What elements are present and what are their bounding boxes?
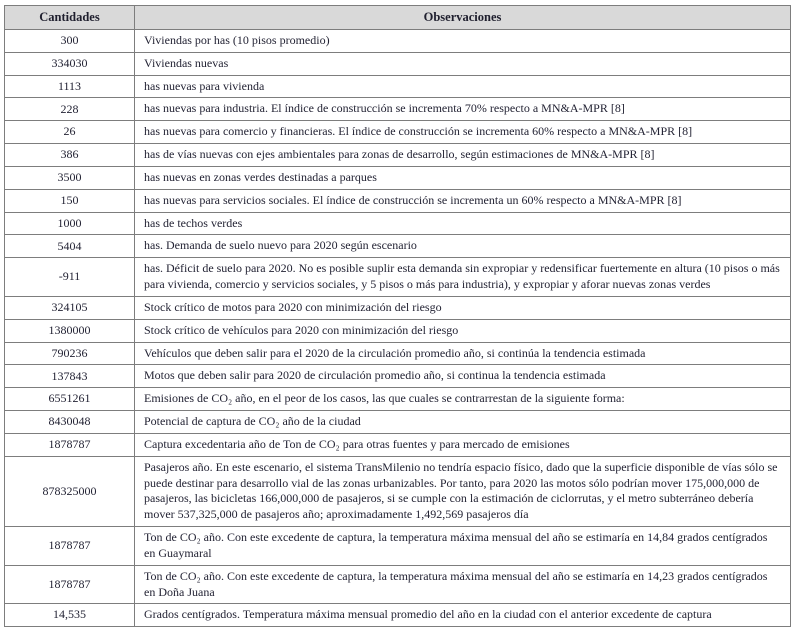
- observacion-cell: Stock crítico de vehículos para 2020 con minimización del riesgo: [135, 319, 791, 342]
- cantidad-cell: 878325000: [5, 456, 135, 526]
- scenario-results-table-container: [4, 5, 791, 627]
- table-row: [5, 456, 791, 526]
- table-row: [5, 30, 791, 53]
- table-row: [5, 319, 791, 342]
- column-header-cantidades: Cantidades: [5, 6, 135, 30]
- cantidad-cell: 26: [5, 121, 135, 144]
- table-header-row: [5, 6, 791, 30]
- cantidad-cell: 137843: [5, 365, 135, 388]
- cantidad-cell: 1113: [5, 75, 135, 98]
- observacion-cell: Potencial de captura de CO₂ año de la ciudad: [135, 411, 791, 434]
- column-header-observaciones: Observaciones: [135, 6, 791, 30]
- table-row: [5, 342, 791, 365]
- observacion-cell: has nuevas para industria. El índice de construcción se incrementa 70% respecto a MN&A-MPR [8]: [135, 98, 791, 121]
- cantidad-cell: 1000: [5, 212, 135, 235]
- cantidad-cell: 1380000: [5, 319, 135, 342]
- cantidad-cell: 14,535: [5, 604, 135, 627]
- cantidad-cell: 790236: [5, 342, 135, 365]
- observacion-cell: has. Demanda de suelo nuevo para 2020 según escenario: [135, 235, 791, 258]
- observacion-cell: Motos que deben salir para 2020 de circulación promedio año, si continua la tendencia estimada: [135, 365, 791, 388]
- cantidad-cell: 150: [5, 189, 135, 212]
- observacion-cell: has de techos verdes: [135, 212, 791, 235]
- table-row: [5, 365, 791, 388]
- observacion-cell: has. Déficit de suelo para 2020. No es posible suplir esta demanda sin expropiar y redensificar fuertemente en altura (10 pisos o más para vivienda, comercio y servicios sociales, y 5 pisos o más para industria), y expropiar y aforar nuevas zonas verdes: [135, 258, 791, 297]
- table-row: [5, 75, 791, 98]
- table-row: [5, 296, 791, 319]
- scenario-results-table: [4, 5, 791, 627]
- observacion-cell: Viviendas nuevas: [135, 52, 791, 75]
- observacion-cell: has nuevas para servicios sociales. El índice de construcción se incrementa un 60% respecto a MN&A-MPR [8]: [135, 189, 791, 212]
- observacion-cell: has de vías nuevas con ejes ambientales para zonas de desarrollo, según estimaciones de MN&A-MPR [8]: [135, 144, 791, 167]
- table-row: [5, 212, 791, 235]
- table-row: [5, 98, 791, 121]
- table-row: [5, 166, 791, 189]
- table-row: [5, 189, 791, 212]
- table-row: [5, 121, 791, 144]
- table-row: [5, 258, 791, 297]
- observacion-cell: Stock crítico de motos para 2020 con minimización del riesgo: [135, 296, 791, 319]
- table-row: [5, 144, 791, 167]
- table-row: [5, 433, 791, 456]
- cantidad-cell: 334030: [5, 52, 135, 75]
- cantidad-cell: 228: [5, 98, 135, 121]
- observacion-cell: Emisiones de CO₂ año, en el peor de los casos, las que cuales se contrarrestan de la siguiente forma:: [135, 388, 791, 411]
- cantidad-cell: 386: [5, 144, 135, 167]
- table-row: [5, 52, 791, 75]
- cantidad-cell: 1878787: [5, 433, 135, 456]
- observacion-cell: has nuevas para vivienda: [135, 75, 791, 98]
- cantidad-cell: 8430048: [5, 411, 135, 434]
- cantidad-cell: -911: [5, 258, 135, 297]
- table-row: [5, 565, 791, 604]
- table-body: [5, 30, 791, 627]
- observacion-cell: Viviendas por has (10 pisos promedio): [135, 30, 791, 53]
- table-row: [5, 235, 791, 258]
- table-row: [5, 527, 791, 566]
- cantidad-cell: 6551261: [5, 388, 135, 411]
- observacion-cell: has nuevas en zonas verdes destinadas a parques: [135, 166, 791, 189]
- cantidad-cell: 5404: [5, 235, 135, 258]
- cantidad-cell: 1878787: [5, 527, 135, 566]
- observacion-cell: Vehículos que deben salir para el 2020 de la circulación promedio año, si continúa la tendencia estimada: [135, 342, 791, 365]
- observacion-cell: Captura excedentaria año de Ton de CO₂ para otras fuentes y para mercado de emisiones: [135, 433, 791, 456]
- cantidad-cell: 1878787: [5, 565, 135, 604]
- cantidad-cell: 324105: [5, 296, 135, 319]
- table-row: [5, 411, 791, 434]
- cantidad-cell: 300: [5, 30, 135, 53]
- table-row: [5, 388, 791, 411]
- observacion-cell: Pasajeros año. En este escenario, el sistema TransMilenio no tendría espacio físico, dado que la superficie disponible de vías sólo se puede destinar para desarrollo vial de las zonas urbanizables. Por tanto, para 2020 las motos sólo podrían mover 175,000,000 de pasajeros, las bicicletas 166,000,000 de pasajeros, si se cumple con la estimación de ciclorrutas, y el metro subterráneo debería mover 537,325,000 de pasajeros año; aproximadamente 1,492,569 pasajeros día: [135, 456, 791, 526]
- observacion-cell: has nuevas para comercio y financieras. El índice de construcción se incrementa 60% respecto a MN&A-MPR [8]: [135, 121, 791, 144]
- observacion-cell: Ton de CO₂ año. Con este excedente de captura, la temperatura máxima mensual del año se estimaría en 14,84 grados centígrados en Guaymaral: [135, 527, 791, 566]
- table-row: [5, 604, 791, 627]
- observacion-cell: Grados centígrados. Temperatura máxima mensual promedio del año en la ciudad con el anterior excedente de captura: [135, 604, 791, 627]
- observacion-cell: Ton de CO₂ año. Con este excedente de captura, la temperatura máxima mensual del año se estimaría en 14,23 grados centígrados en Doña Juana: [135, 565, 791, 604]
- cantidad-cell: 3500: [5, 166, 135, 189]
